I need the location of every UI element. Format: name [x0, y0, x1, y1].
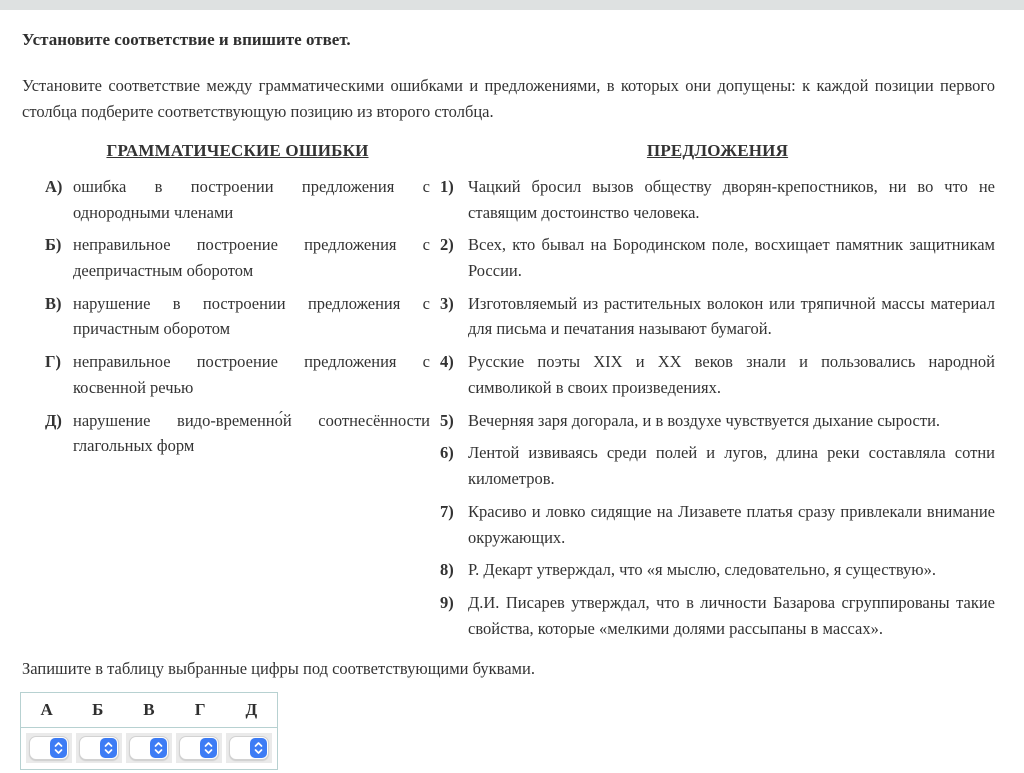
answer-table — [20, 692, 278, 770]
number-spinner-widget — [176, 733, 222, 763]
error-item-g — [45, 349, 430, 400]
spinner-buttons-b[interactable] — [100, 738, 117, 758]
item-label: Д) — [45, 410, 62, 430]
answer-header-b: Б — [92, 699, 104, 719]
item-label: 2) — [440, 235, 454, 255]
item-text: нарушение в построении предложения с причастным оборотом — [73, 293, 430, 339]
sentence-item-3 — [440, 291, 995, 342]
item-label: А) — [45, 176, 63, 196]
up-down-chevrons-icon — [103, 740, 114, 756]
error-item-d — [45, 408, 430, 459]
sentence-item-6 — [440, 440, 995, 491]
answer-field-v-wrap — [129, 736, 169, 760]
sentence-item-5 — [440, 408, 995, 434]
item-text: нарушение видо-временно́й соотнесённости глагольных форм — [73, 410, 430, 456]
item-label: 5) — [440, 410, 454, 430]
item-label: 3) — [440, 293, 454, 313]
item-text: Всех, кто бывал на Бородинском поле, восхищает памятник защитникам России. — [468, 235, 995, 280]
answer-cell-b — [74, 733, 124, 763]
answer-cell-a — [24, 733, 74, 763]
answer-field-d-wrap — [229, 736, 269, 760]
item-label: 9) — [440, 593, 454, 613]
error-item-v — [45, 291, 430, 342]
top-bar — [0, 0, 1024, 10]
up-down-chevrons-icon — [203, 740, 214, 756]
sentence-item-9 — [440, 590, 995, 641]
answer-field-a-wrap — [29, 736, 69, 760]
item-text: ошибка в построении предложения с однородными членами — [73, 176, 430, 222]
item-text: Чацкий бросил вызов обществу дворян-крепостников, ни во что не ставящим достоинство человека. — [468, 176, 995, 222]
item-text: Изготовляемый из растительных волокон или тряпичной массы материал для письма и печатания называют бумагой. — [468, 293, 995, 339]
errors-column-header: ГРАММАТИЧЕСКИЕ ОШИБКИ — [106, 140, 369, 160]
error-item-b — [45, 232, 430, 283]
answer-cell-v — [124, 733, 174, 763]
answer-field-g-wrap — [179, 736, 219, 760]
answer-input-g[interactable] — [182, 738, 201, 758]
number-spinner-widget — [226, 733, 272, 763]
up-down-chevrons-icon — [153, 740, 164, 756]
spinner-buttons-a[interactable] — [50, 738, 67, 758]
item-label: 6) — [440, 443, 454, 463]
answer-header-a: А — [40, 699, 53, 719]
up-down-chevrons-icon — [53, 740, 64, 756]
item-text: Р. Декарт утверждал, что «я мыслю, следовательно, я существую». — [468, 560, 936, 580]
up-down-chevrons-icon — [253, 740, 264, 756]
page-title: Установите соответствие и впишите ответ. — [22, 30, 351, 49]
number-spinner-widget — [76, 733, 122, 763]
item-label: Г) — [45, 352, 61, 372]
number-spinner-widget — [26, 733, 72, 763]
item-text: неправильное построение предложения с деепричастным оборотом — [73, 235, 430, 280]
sentence-item-7 — [440, 499, 995, 550]
answer-table-header-row — [21, 693, 277, 728]
task-page — [0, 30, 1024, 770]
matching-columns — [22, 141, 995, 649]
answer-field-b-wrap — [79, 736, 119, 760]
spinner-buttons-v[interactable] — [150, 738, 167, 758]
answer-table-input-row — [21, 728, 277, 769]
item-text: неправильное построение предложения с косвенной речью — [73, 352, 430, 397]
sentences-column — [440, 141, 995, 649]
answer-header-v: В — [143, 699, 155, 719]
sentence-item-8 — [440, 557, 995, 583]
answer-input-v[interactable] — [132, 738, 151, 758]
error-item-a — [45, 174, 430, 225]
number-spinner-widget — [126, 733, 172, 763]
sentence-item-4 — [440, 349, 995, 400]
item-text: Вечерняя заря догорала, и в воздухе чувствуется дыхание сырости. — [468, 410, 941, 430]
answer-input-a[interactable] — [32, 738, 51, 758]
task-instruction: Установите соответствие между грамматическими ошибками и предложениями, в которых они допущены: к каждой позиции первого столбца подберите соответствующую позицию из второго столбца. — [22, 76, 995, 122]
answer-header-g: Г — [194, 699, 206, 719]
item-label: 8) — [440, 560, 454, 580]
answer-cell-g — [174, 733, 224, 763]
item-label: 7) — [440, 501, 454, 521]
item-label: В) — [45, 293, 62, 313]
item-label: 1) — [440, 176, 454, 196]
sentences-column-header: ПРЕДЛОЖЕНИЯ — [646, 140, 789, 160]
sentence-item-1 — [440, 174, 995, 225]
item-label: 4) — [440, 352, 454, 372]
item-text: Русские поэты XIX и XX веков знали и пользовались народной символикой в своих произведениях. — [468, 352, 995, 397]
answer-instruction: Запишите в таблицу выбранные цифры под соответствующими буквами. — [22, 658, 535, 678]
answer-header-d: Д — [245, 699, 258, 719]
spinner-buttons-g[interactable] — [200, 738, 217, 758]
answer-cell-d — [224, 733, 274, 763]
answer-input-b[interactable] — [82, 738, 101, 758]
item-text: Д.И. Писарев утверждал, что в личности Базарова сгруппированы такие свойства, которые «мелкими долями рассыпаны в массах». — [468, 593, 995, 638]
item-text: Красиво и ловко сидящие на Лизавете платья сразу привлекали внимание окружающих. — [468, 501, 995, 547]
answer-input-d[interactable] — [232, 738, 251, 758]
spinner-buttons-d[interactable] — [250, 738, 267, 758]
item-label: Б) — [45, 235, 62, 255]
sentence-item-2 — [440, 232, 995, 283]
errors-column — [22, 141, 430, 649]
item-text: Лентой извиваясь среди полей и лугов, длина реки составляла сотни километров. — [468, 443, 995, 489]
